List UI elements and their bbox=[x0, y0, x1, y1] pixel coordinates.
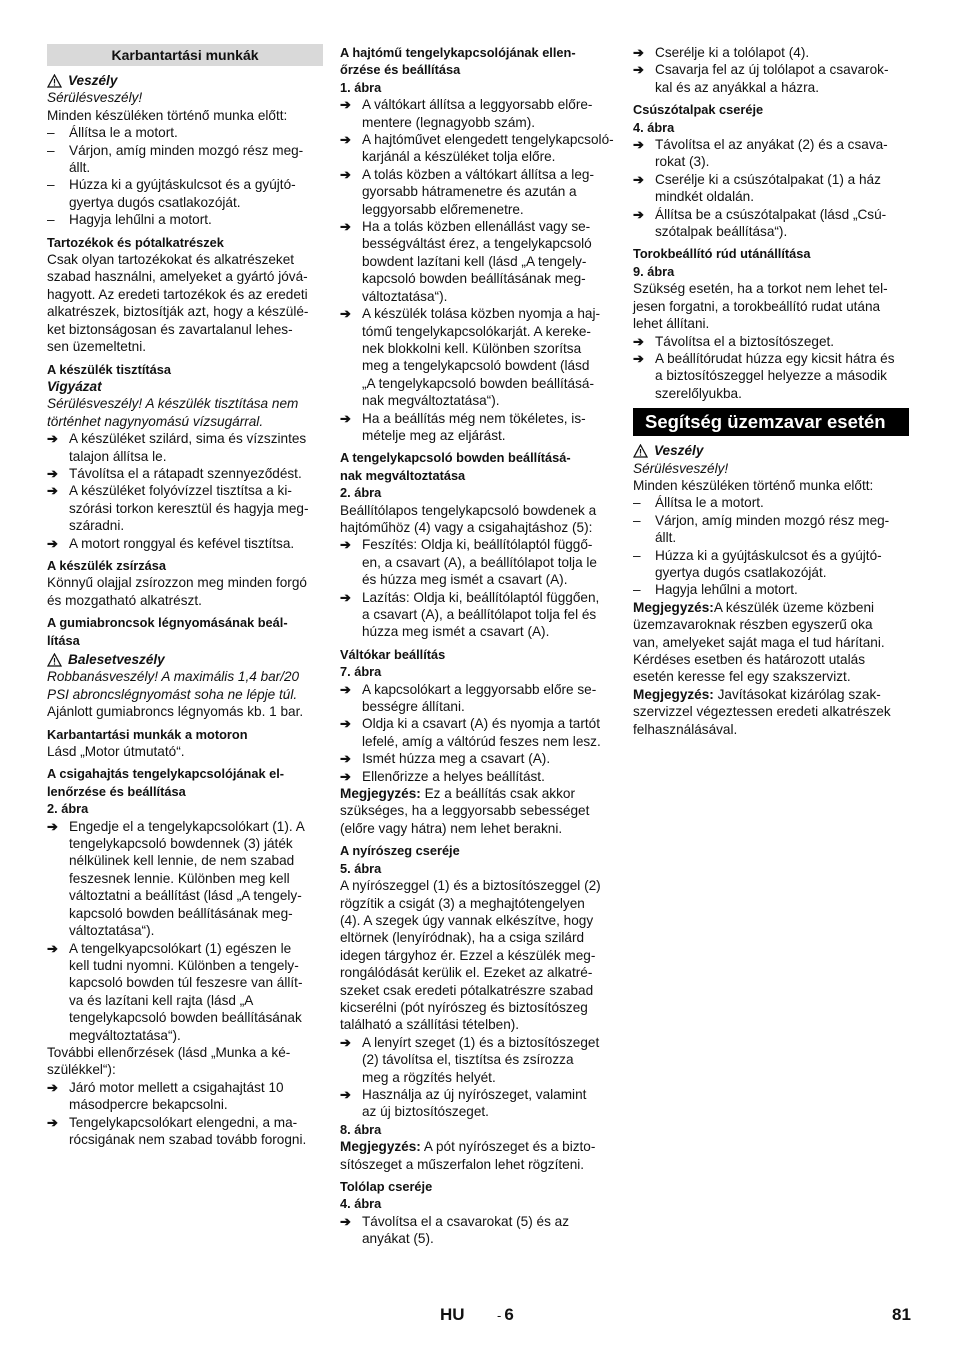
dash-bullet: – bbox=[47, 212, 55, 228]
figure-ref: 2. ábra bbox=[340, 485, 382, 501]
local-page-number: - 6 bbox=[497, 1305, 514, 1324]
list-item-text: Várjon, amíg minden mozgó rész meg- állt. bbox=[655, 512, 890, 546]
shift-lever-list bbox=[340, 681, 616, 785]
heading-bowden: A tengelykapcsoló bowden beállításá- nak megváltoztatása bbox=[340, 450, 571, 483]
arrow-right-icon: ➔ bbox=[340, 306, 351, 322]
scraper-plate-list-cont bbox=[633, 44, 909, 96]
figure-ref: 4. ábra bbox=[340, 1196, 382, 1212]
list-item-text: Hagyja lehűlni a motort. bbox=[69, 212, 212, 228]
shift-lever-note: Megjegyzés: Ez a beállítás csak akkor szükséges, ha a leggyorsabb sebességet (előre vagy hátra) nem lehet berakni. bbox=[340, 786, 590, 836]
list-item-text: Húzza ki a gyújtáskulcsot és a gyújtó- gyertya dugós csatlakozóját. bbox=[655, 547, 882, 580]
list-item bbox=[633, 494, 909, 511]
heading-shift-lever: Váltókar beállítás bbox=[340, 646, 446, 662]
motor-text: Lásd „Motor útmutató“. bbox=[47, 744, 185, 760]
danger-title: Veszély bbox=[654, 443, 704, 459]
arrow-right-icon: ➔ bbox=[633, 62, 644, 78]
warning-triangle-icon bbox=[633, 444, 648, 458]
arrow-right-icon: ➔ bbox=[340, 751, 351, 767]
list-item-text: A motort ronggyal és kefével tisztítsa. bbox=[69, 535, 295, 551]
arrow-right-icon: ➔ bbox=[633, 333, 644, 349]
list-item-text: Oldja ki a csavart (A) és nyomja a tartót lefelé, amíg a váltórúd feszes nem lesz. bbox=[362, 716, 601, 749]
list-item-text: Járó motor mellett a csigahajtást 10 másodpercre bekapcsolni. bbox=[69, 1079, 284, 1113]
troubleshooting-note-1: Megjegyzés:A készülék üzeme közbeni üzemzavaroknak részben egyszerű oka van, amelyeket saját maga el tud hárítani. Kérdéses esetben és határozott utalás esetén keresse fel egy szakszervizt. bbox=[633, 599, 885, 685]
arrow-right-icon: ➔ bbox=[47, 818, 58, 834]
arrow-right-icon: ➔ bbox=[340, 1086, 351, 1102]
list-item bbox=[633, 44, 909, 61]
figure-ref: 1. ábra bbox=[340, 79, 382, 95]
danger-intro: Minden készüléken történő munka előtt: bbox=[47, 107, 288, 123]
page-number: 81 bbox=[892, 1305, 911, 1324]
list-item-text: A beállítórudat húzza egy kicsit hátra és a biztosítószeggel helyezze a második szerelőlyukba. bbox=[655, 350, 895, 401]
arrow-right-icon: ➔ bbox=[47, 483, 58, 499]
list-item-text: Állítsa le a motort. bbox=[655, 495, 764, 511]
list-item bbox=[633, 333, 909, 350]
list-item-text: Csavarja fel az új tolólapot a csavarok- kal és az anyákkal a házra. bbox=[655, 62, 889, 95]
dash-bullet: – bbox=[633, 547, 641, 563]
arrow-right-icon: ➔ bbox=[340, 1213, 351, 1229]
arrow-right-icon: ➔ bbox=[47, 465, 58, 481]
list-item-text: Hagyja lehűlni a motort. bbox=[655, 582, 798, 598]
list-item bbox=[633, 206, 909, 241]
list-item bbox=[47, 465, 323, 482]
caution-title: Vigyázat bbox=[47, 378, 102, 394]
arrow-right-icon: ➔ bbox=[47, 1114, 58, 1130]
danger-warning bbox=[633, 442, 909, 459]
list-item bbox=[633, 512, 909, 547]
dash-bullet: – bbox=[633, 582, 641, 598]
arrow-right-icon: ➔ bbox=[633, 206, 644, 222]
list-item bbox=[340, 1213, 616, 1248]
heading-tire-pressure: A gumiabroncsok légnyomásának beál- lítása bbox=[47, 615, 288, 648]
heading-accessories: Tartozékok és pótalkatrészek bbox=[47, 234, 224, 250]
section-heading-maintenance: Karbantartási munkák bbox=[47, 44, 323, 66]
shear-pin-text: A nyírószeggel (1) és a biztosítószeggel (2) rögzítik a csigát (3) a meghajtótengelyen (4). A szegek úgy vannak elkészítve, hogy eltörnek (lenyíródnak), ha a csiga szilárd idegen tárgyhoz ér. Ezzel a készülék meg- rongálódását kerülik el. Ezeket az alkatré- szeket csak eredeti pótalkatrészre szabad kicserélni (pót nyírószeg és biztosítószeg található a szállítási tételben). bbox=[340, 878, 601, 1033]
list-item-text: Cserélje ki a tolólapot (4). bbox=[655, 45, 810, 60]
column-middle bbox=[340, 44, 616, 1248]
list-item-text: Használja az új nyírószeget, valamint az új biztosítószeget. bbox=[362, 1086, 587, 1120]
tire-warning-text: Robbanásveszély! A maximális 1,4 bar/20 PSI abroncslégnyomást soha ne lépje túl. bbox=[47, 669, 300, 702]
list-item-text: A tolás közben a váltókart állítsa a leg- gyorsabb hátramenetre és azután a leggyorsabb előremenetre. bbox=[362, 166, 594, 217]
arrow-right-icon: ➔ bbox=[633, 350, 644, 366]
figure-ref: 4. ábra bbox=[633, 119, 675, 135]
heading-skid-shoes: Csúszótalpak cseréje bbox=[633, 102, 764, 118]
accident-warning bbox=[47, 651, 323, 668]
list-item bbox=[340, 715, 616, 750]
list-item bbox=[340, 681, 616, 716]
list-item bbox=[340, 410, 616, 445]
list-item-text: Állítsa le a motort. bbox=[69, 125, 178, 141]
arrow-right-icon: ➔ bbox=[340, 768, 351, 784]
list-item-text: Ismét húzza meg a csavart (A). bbox=[362, 751, 551, 767]
heading-shear-pin: A nyírószeg cseréje bbox=[340, 843, 460, 859]
list-item-text: Ha a beállítás még nem tökéletes, is- mételje meg az eljárást. bbox=[362, 410, 586, 443]
warning-triangle-icon bbox=[47, 653, 62, 667]
list-item bbox=[633, 547, 909, 582]
list-item bbox=[47, 1079, 323, 1114]
chute-rod-list bbox=[633, 333, 909, 403]
section-heading-troubleshooting: Segítség üzemzavar esetén bbox=[633, 408, 909, 436]
column-right bbox=[633, 44, 909, 738]
list-item-text: Feszítés: Oldja ki, beállítólaptól függő- en, a csavart (A), a beállítólapot tolja le és húzza meg ismét a csavart (A). bbox=[362, 537, 597, 588]
arrow-right-icon: ➔ bbox=[340, 1034, 351, 1050]
figure-ref: 9. ábra bbox=[633, 263, 675, 279]
list-item bbox=[340, 589, 616, 641]
list-item-text: A váltókart állítsa a leggyorsabb előre- mentere (legnagyobb szám). bbox=[362, 97, 593, 130]
list-item bbox=[340, 1086, 616, 1121]
skid-shoes-list bbox=[633, 136, 909, 240]
arrow-right-icon: ➔ bbox=[47, 535, 58, 551]
arrow-right-icon: ➔ bbox=[633, 137, 644, 153]
list-item-text: Ha a tolás közben ellenállást vagy se- bességváltást érez, a tengelykapcsoló bowdent lazítani kell (lásd „A tengely- kapcsoló bowden beállításának meg- változtatása“). bbox=[362, 219, 592, 304]
arrow-right-icon: ➔ bbox=[340, 681, 351, 697]
list-item bbox=[47, 430, 323, 465]
list-item-text: A lenyírt szeget (1) és a biztosítószeget (2) távolítsa el, tisztítsa és zsírozza meg a rögzítés helyét. bbox=[362, 1034, 600, 1085]
dash-bullet: – bbox=[47, 142, 55, 158]
arrow-right-icon: ➔ bbox=[340, 219, 351, 235]
list-item bbox=[47, 482, 323, 534]
danger-list bbox=[47, 124, 323, 228]
list-item bbox=[633, 61, 909, 96]
list-item-text: A hajtóművet elengedett tengelykapcsoló- karjánál a készüléket tolja előre. bbox=[362, 132, 614, 165]
list-item-text: Ellenőrizze a helyes beállítást. bbox=[362, 768, 545, 784]
caution-text: Sérülésveszély! A készülék tisztítása nem történhet nagynyomású vízsugárral. bbox=[47, 396, 299, 429]
list-item bbox=[633, 136, 909, 171]
danger-warning bbox=[47, 72, 323, 89]
heading-greasing: A készülék zsírzása bbox=[47, 557, 167, 573]
arrow-right-icon: ➔ bbox=[47, 431, 58, 447]
list-item bbox=[340, 1034, 616, 1086]
cleaning-list bbox=[47, 430, 323, 552]
list-item-text: Húzza ki a gyújtáskulcsot és a gyújtó- gyertya dugós csatlakozóját. bbox=[69, 177, 296, 210]
arrow-right-icon: ➔ bbox=[340, 589, 351, 605]
heading-scraper-plate: Tolólap cseréje bbox=[340, 1179, 433, 1194]
danger-subtitle: Sérülésveszély! bbox=[47, 90, 143, 106]
language-code: HU bbox=[440, 1305, 465, 1324]
list-item-text: Várjon, amíg minden mozgó rész meg- állt. bbox=[69, 142, 304, 176]
list-item bbox=[47, 535, 323, 552]
list-item bbox=[340, 131, 616, 166]
further-checks-list bbox=[47, 1079, 323, 1149]
dash-bullet: – bbox=[633, 512, 641, 528]
arrow-right-icon: ➔ bbox=[47, 940, 58, 956]
arrow-right-icon: ➔ bbox=[340, 716, 351, 732]
list-item-text: Távolítsa el a csavarokat (5) és az anyákat (5). bbox=[362, 1213, 570, 1247]
accessories-text: Csak olyan tartozékokat és alkatrészeket szabad használni, amelyeket a gyártó jóvá- hagyott. Az eredeti tartozékok és az eredeti alkatrészek, biztosítják azt, hogy a készülé- ket biztonságosan és zavartalanul lehes- sen üzemeltetni. bbox=[47, 252, 309, 355]
dash-bullet: – bbox=[47, 125, 55, 141]
chute-rod-text: Szükség esetén, ha a torkot nem lehet tel- jesen forgatni, a torokbeállító rudat utána lehet állítani. bbox=[633, 281, 888, 332]
arrow-right-icon: ➔ bbox=[340, 166, 351, 182]
list-item bbox=[47, 176, 323, 211]
greasing-text: Könnyű olajjal zsírozzon meg minden forgó és mozgatható alkatrészt. bbox=[47, 575, 307, 608]
arrow-right-icon: ➔ bbox=[633, 171, 644, 187]
list-item bbox=[340, 305, 616, 409]
arrow-right-icon: ➔ bbox=[633, 45, 644, 60]
list-item-text: Távolítsa el az anyákat (2) és a csava- rokat (3). bbox=[655, 137, 888, 170]
list-item bbox=[47, 1114, 323, 1149]
figure-ref: 2. ábra bbox=[47, 801, 89, 817]
shear-pin-note: Megjegyzés: A pót nyírószeget és a bizto- sítószeget a műszerfalon lehet rögzíteni. bbox=[340, 1139, 596, 1172]
list-item-text: Állítsa be a csúszótalpakat (lásd „Csú- szótalpak beállítása“). bbox=[655, 206, 887, 240]
list-item bbox=[340, 218, 616, 305]
list-item bbox=[47, 211, 323, 228]
bowden-list bbox=[340, 536, 616, 640]
list-item bbox=[47, 940, 323, 1044]
list-item bbox=[47, 142, 323, 177]
danger-intro: Minden készüléken történő munka előtt: bbox=[633, 477, 874, 493]
figure-ref: 7. ábra bbox=[340, 664, 382, 680]
list-item-text: A kapcsolókart a leggyorsabb előre se- bességre állítani. bbox=[362, 681, 597, 715]
list-item bbox=[340, 750, 616, 767]
arrow-right-icon: ➔ bbox=[340, 97, 351, 113]
column-left bbox=[47, 44, 323, 1148]
heading-chute-rod: Torokbeállító rúd utánállítása bbox=[633, 246, 811, 262]
heading-auger-clutch: A csigahajtás tengelykapcsolójának el- lenőrzése és beállítása bbox=[47, 766, 285, 799]
dash-bullet: – bbox=[633, 495, 641, 511]
list-item bbox=[47, 124, 323, 141]
arrow-right-icon: ➔ bbox=[340, 132, 351, 148]
drive-clutch-list bbox=[340, 96, 616, 444]
arrow-right-icon: ➔ bbox=[47, 1079, 58, 1095]
warning-triangle-icon bbox=[47, 74, 62, 88]
danger-subtitle: Sérülésveszély! bbox=[633, 460, 729, 476]
list-item-text: Tengelykapcsolókart elengedni, a ma- rócsigának nem szabad tovább forogni. bbox=[69, 1114, 307, 1147]
heading-cleaning: A készülék tisztítása bbox=[47, 361, 171, 377]
list-item-text: A tengelkyapcsolókart (1) egészen le kell tudni nyomni. Különben a tengely- kapcsoló bowden túl feszesre van állít- va és lazítani kell rajta (lásd „A tengelykapcsoló bowden beállításának megváltoztatása“). bbox=[69, 940, 303, 1043]
arrow-right-icon: ➔ bbox=[340, 537, 351, 553]
accident-title: Balesetveszély bbox=[68, 652, 165, 667]
list-item-text: Lazítás: Oldja ki, beállítólaptól függően, a csavart (A), a beállítólapot tolja fel és húzza meg ismét a csavart (A). bbox=[362, 589, 600, 640]
danger-list bbox=[633, 494, 909, 598]
further-checks: További ellenőrzések (lásd „Munka a ké- szülékkel“): bbox=[47, 1044, 291, 1078]
troubleshooting-note-2: Megjegyzés: Javításokat kizárólag szak- szervizzel végeztessen eredeti alkatrészek felhasználásával. bbox=[633, 686, 891, 737]
list-item-text: Távolítsa el a biztosítószeget. bbox=[655, 333, 835, 349]
list-item bbox=[633, 171, 909, 206]
list-item bbox=[340, 536, 616, 588]
list-item-text: A készülék tolása közben nyomja a haj- tómű tengelykapcsolókarját. A kereke- nek blokkolni kell. Különben szorítsa meg a tengelykapcsoló bowdent (lásd „A tengelykapcsoló bowden beállításá- nak megváltoztatása“). bbox=[362, 306, 601, 409]
shear-pin-list bbox=[340, 1034, 616, 1121]
dash-bullet: – bbox=[47, 177, 55, 193]
arrow-right-icon: ➔ bbox=[340, 410, 351, 426]
list-item-text: A készüléket szilárd, sima és vízszintes talajon állítsa le. bbox=[69, 431, 307, 464]
figure-ref: 5. ábra bbox=[340, 860, 382, 876]
figure-ref: 8. ábra bbox=[340, 1121, 382, 1137]
scraper-plate-list bbox=[340, 1213, 616, 1248]
auger-clutch-list bbox=[47, 818, 323, 1044]
list-item bbox=[340, 166, 616, 218]
list-item-text: Cserélje ki a csúszótalpakat (1) a ház mindkét oldalán. bbox=[655, 171, 881, 205]
list-item bbox=[340, 768, 616, 785]
danger-title: Veszély bbox=[68, 73, 118, 88]
heading-drive-clutch: A hajtómű tengelykapcsolójának ellen- őrzése és beállítása bbox=[340, 45, 576, 78]
list-item bbox=[340, 96, 616, 131]
heading-motor: Karbantartási munkák a motoron bbox=[47, 726, 248, 742]
page-footer bbox=[0, 1306, 954, 1328]
list-item-text: Engedje el a tengelykapcsolókart (1). A tengelykapcsoló bowdennek (3) játék nélkülinek kell lennie, de nem szabad feszesnek lennie. Különben meg kell változtatni a beállítást (lásd „A tengely- kapcsoló bowden beállításának meg- változtatása“). bbox=[69, 818, 305, 939]
list-item-text: Távolítsa el a rátapadt szennyeződést. bbox=[69, 465, 302, 481]
list-item-text: A készüléket folyóvízzel tisztítsa a ki- szórási torkon keresztül és hagyja meg- száradni. bbox=[69, 483, 309, 534]
bowden-text: Beállítólapos tengelykapcsoló bowdenek a hajtóműhöz (4) vagy a csigahajtáshoz (5): bbox=[340, 502, 597, 535]
tire-text: Ajánlott gumiabroncs légnyomás kb. 1 bar. bbox=[47, 704, 304, 720]
list-item bbox=[633, 350, 909, 402]
list-item bbox=[633, 581, 909, 598]
list-item bbox=[47, 818, 323, 940]
